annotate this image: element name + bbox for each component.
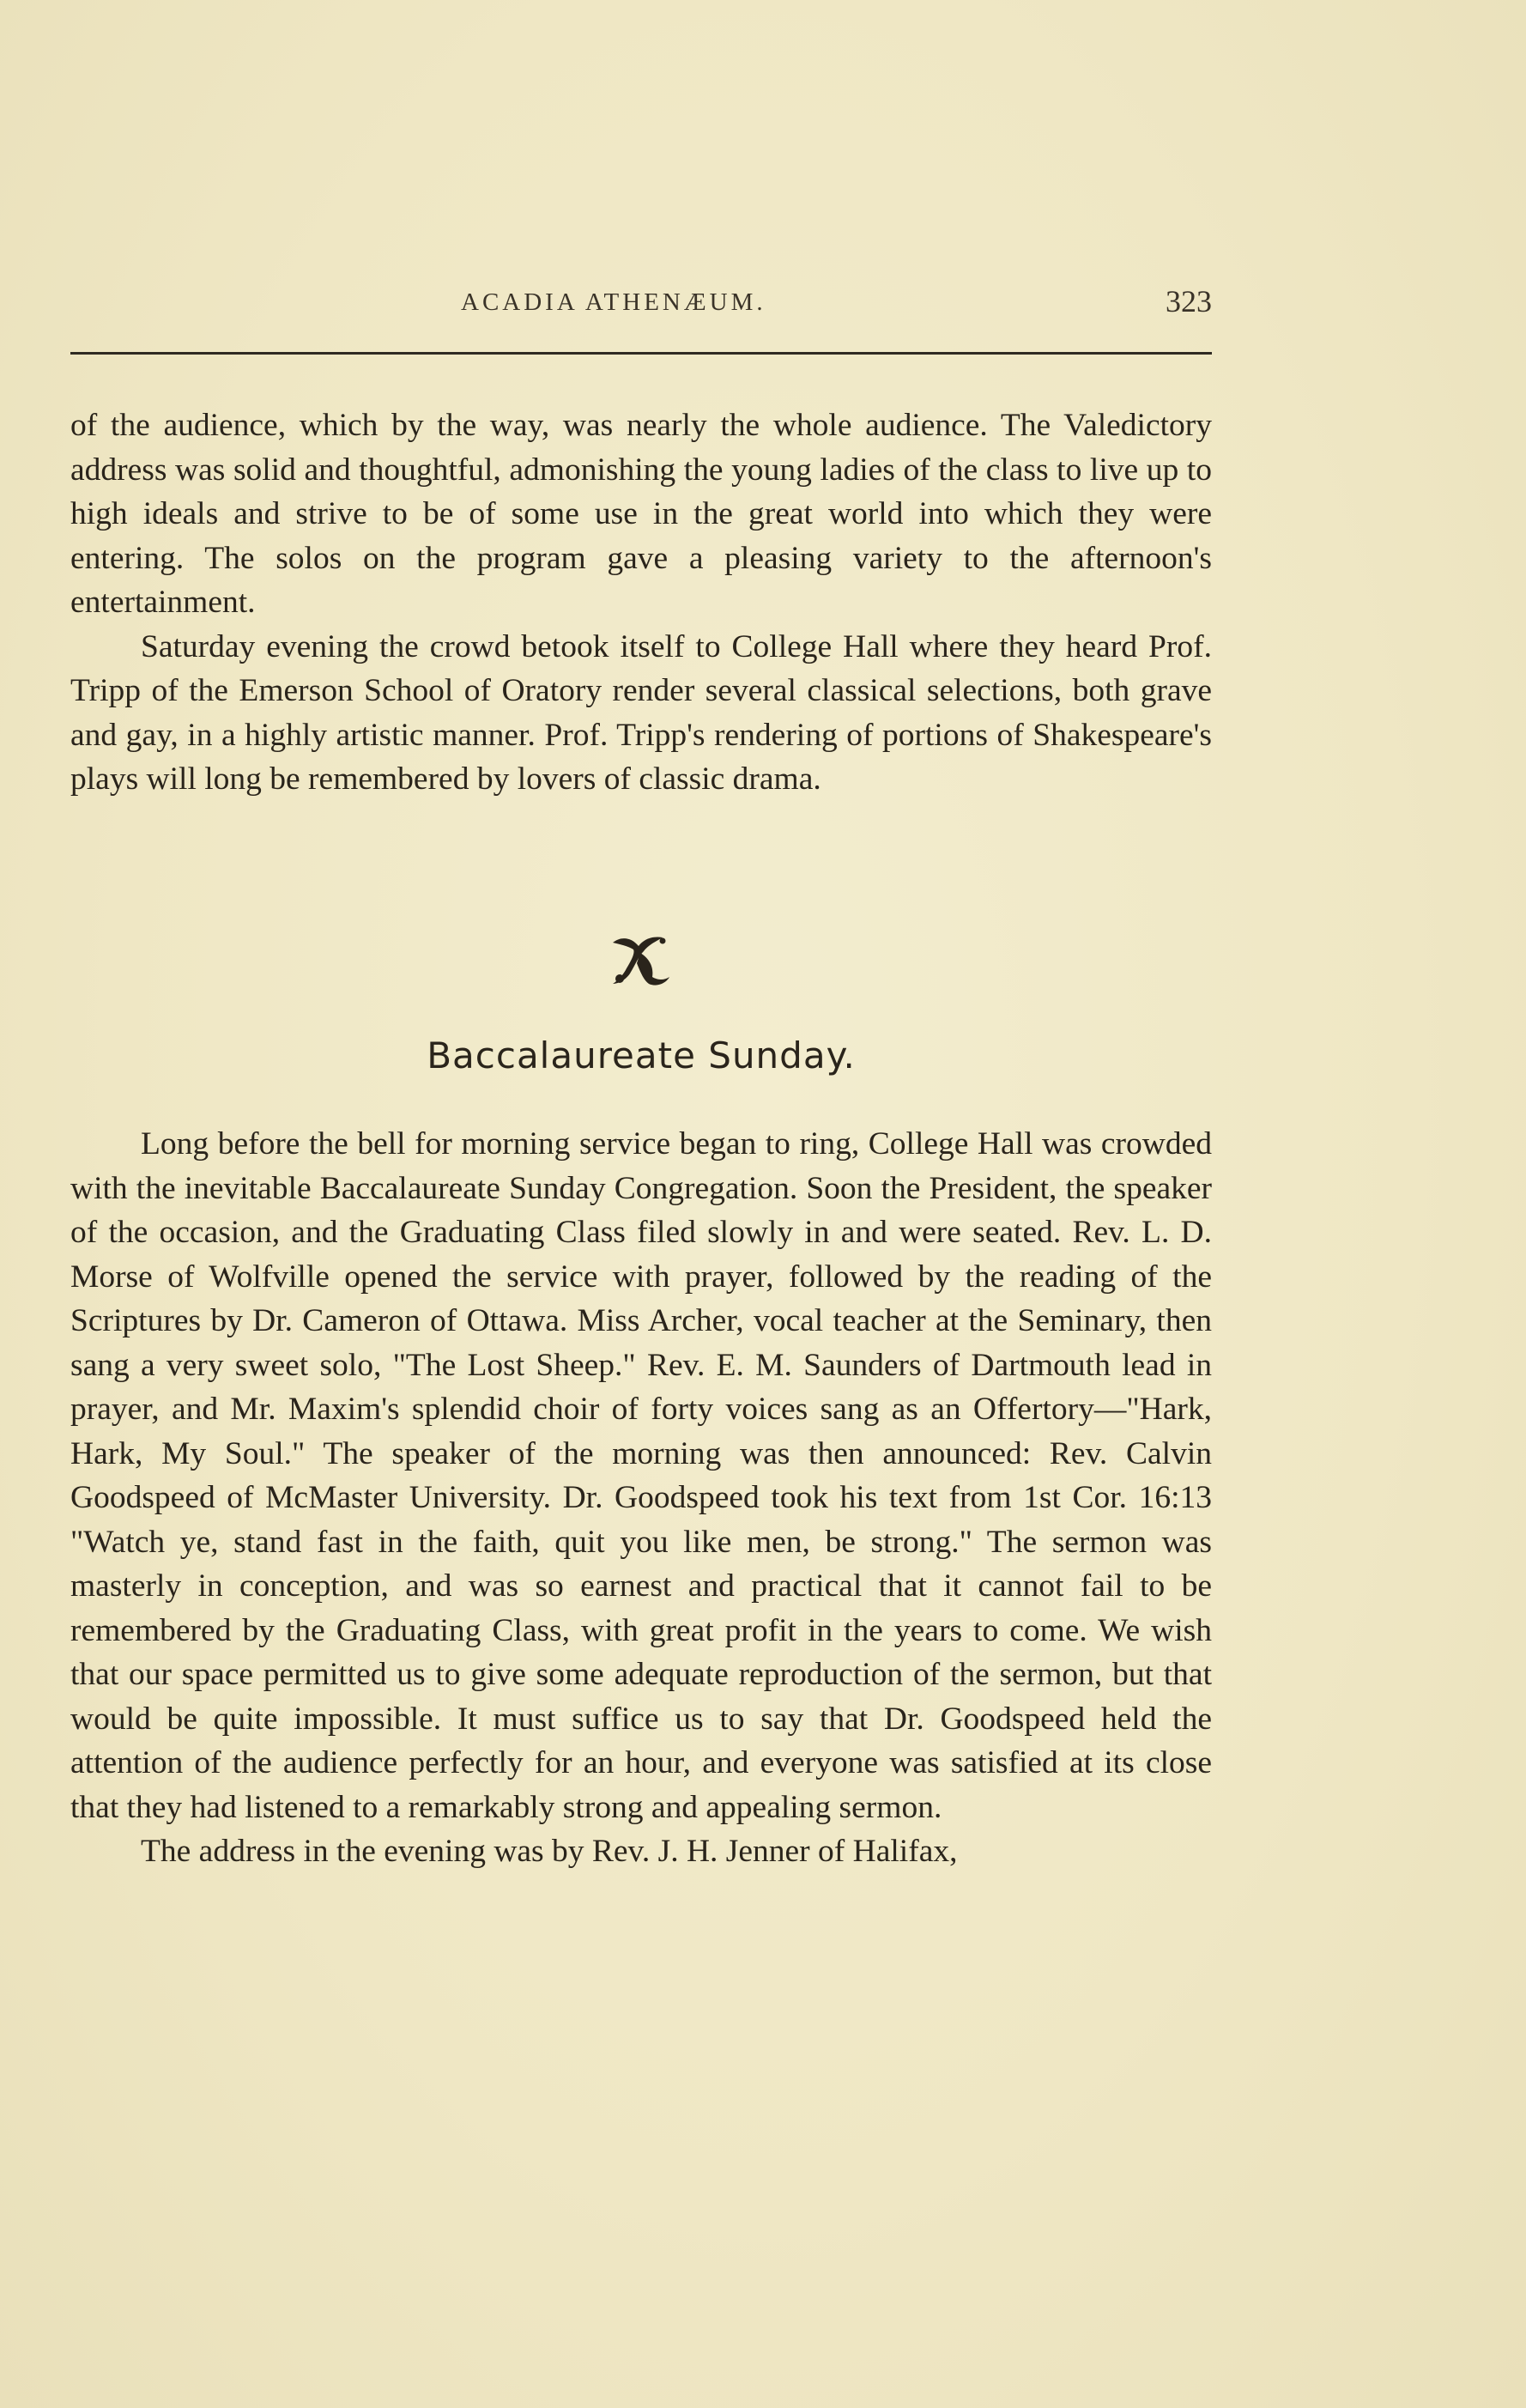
fleuron-ornament-icon — [601, 927, 678, 996]
paragraph-continued: of the audience, which by the way, was nearly the whole audience. The Valedictory address was solid and thoughtful, admonishing the young ladies of the class to live up to high ideals and strive to be of some use in the great world into which they were entering. The solos on the program gave a pleasing variety to the afternoon's entertainment. — [70, 408, 1212, 620]
paragraph-evening-address: The address in the evening was by Rev. J. H. Jenner of Halifax, — [141, 1834, 958, 1869]
page-number: 323 — [1166, 284, 1212, 318]
section-two-text — [70, 1122, 1212, 1874]
paragraph-saturday-evening: Saturday evening the crowd betook itself to College Hall where they heard Prof. Tripp of the Emerson School of Oratory render several classical selections, both grave and gay, in a highly artistic manner. Prof. Tripp's rendering of portions of Shakespeare's plays will long be remembered by lovers of classic drama. — [70, 628, 1212, 797]
running-head — [70, 283, 1212, 326]
header-rule — [70, 352, 1212, 355]
journal-title: ACADIA ATHENÆUM. — [461, 288, 766, 316]
section-heading: Baccalaureate Sunday. — [427, 1034, 856, 1077]
paragraph-baccalaureate: Long before the bell for morning service began to ring, College Hall was crowded with the inevitable Baccalaureate Sunday Congregation. Soon the President, the speaker of the occasion, and the Graduating Class filed slowly in and were seated. Rev. L. D. Morse of Wolfville opened the service with prayer, followed by the reading of the Scriptures by Dr. Cameron of Ottawa. Miss Archer, vocal teacher at the Seminary, then sang a very sweet solo, "The Lost Sheep." Rev. E. M. Saunders of Dartmouth lead in prayer, and Mr. Maxim's splendid choir of forty voices sang as an Offertory—"Hark, Hark, My Soul." The speaker of the morning was then announced: Rev. Calvin Goodspeed of McMaster University. Dr. Goodspeed took his text from 1st Cor. 16:13 "Watch ye, stand fast in the faith, quit you like men, be strong." The sermon was masterly in conception, and was so earnest and practical that it cannot fail to be remembered by the Graduating Class, with great profit in the years to come. We wish that our space permitted us to give some adequate reproduction of the sermon, but that would be quite impossible. It must suffice us to say that Dr. Goodspeed held the attention of the audience perfectly for an hour, and everyone was satisfied at its close that they had listened to a remarkably strong and appealing sermon. — [70, 1126, 1212, 1825]
section-one-text — [70, 403, 1212, 802]
